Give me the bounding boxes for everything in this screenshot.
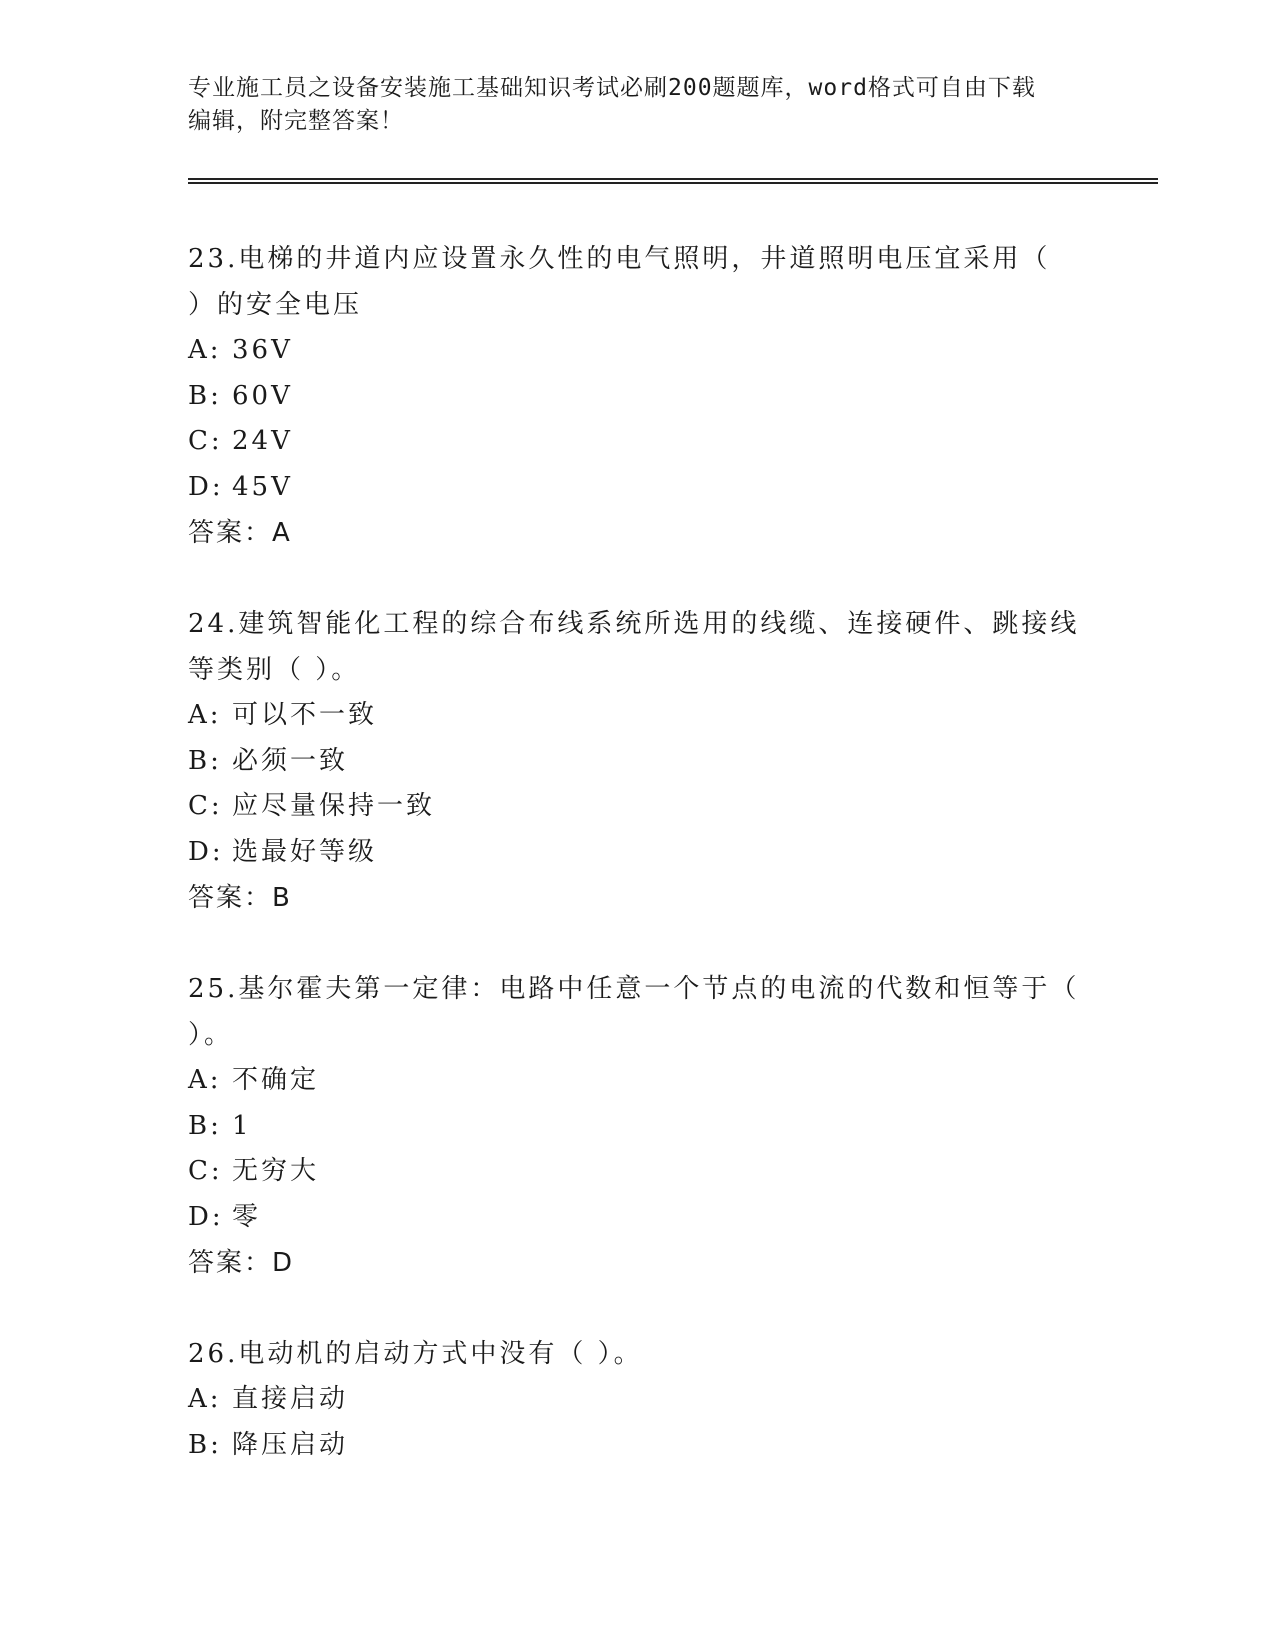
header-line-2: 编辑，附完整答案！ bbox=[188, 108, 404, 134]
answer-label: 答案：D bbox=[188, 1248, 295, 1278]
option-text: 无穷大 bbox=[232, 1156, 320, 1186]
option-d bbox=[188, 830, 1158, 876]
question-text-line: 23.电梯的井道内应设置永久性的电气照明，井道照明电压宜采用（ bbox=[188, 244, 1051, 274]
document-header bbox=[188, 72, 1088, 138]
question-text-line: 等类别（ ）。 bbox=[188, 655, 361, 685]
option-b bbox=[188, 1423, 1158, 1469]
option-key: D: bbox=[188, 1201, 224, 1232]
option-key: C: bbox=[188, 426, 223, 456]
question-25 bbox=[188, 966, 1158, 1286]
question-text-line: 25.基尔霍夫第一定律：电路中任意一个节点的电流的代数和恒等于（ bbox=[188, 974, 1080, 1004]
option-a bbox=[188, 1377, 1158, 1423]
option-text: 45V bbox=[232, 471, 293, 502]
option-key: A: bbox=[188, 1065, 222, 1095]
answer-label: 答案：B bbox=[188, 883, 292, 913]
option-key: A: bbox=[188, 335, 222, 365]
option-key: B: bbox=[188, 1429, 222, 1460]
option-text: 应尽量保持一致 bbox=[232, 791, 436, 821]
option-a bbox=[188, 693, 1158, 739]
option-key: B: bbox=[188, 380, 222, 411]
question-text-line: ）的安全电压 bbox=[188, 290, 363, 320]
option-text: 不确定 bbox=[232, 1065, 320, 1095]
option-d bbox=[188, 465, 1158, 511]
option-d bbox=[188, 1195, 1158, 1241]
header-line-1: 专业施工员之设备安装施工基础知识考试必刷200题题库，word格式可自由下载 bbox=[188, 75, 1036, 101]
option-b bbox=[188, 739, 1158, 785]
question-23 bbox=[188, 236, 1158, 556]
question-24 bbox=[188, 601, 1158, 921]
option-text: 1 bbox=[232, 1110, 252, 1141]
question-text-line: 24.建筑智能化工程的综合布线系统所选用的线缆、连接硬件、跳接线 bbox=[188, 609, 1080, 639]
option-key: A: bbox=[188, 1384, 222, 1414]
option-c bbox=[188, 419, 1158, 465]
option-text: 60V bbox=[232, 380, 293, 411]
option-key: D: bbox=[188, 471, 224, 502]
option-text: 必须一致 bbox=[232, 745, 349, 776]
option-a bbox=[188, 328, 1158, 374]
option-text: 选最好等级 bbox=[232, 836, 378, 867]
option-c bbox=[188, 1149, 1158, 1195]
option-b bbox=[188, 1104, 1158, 1150]
question-text-line: 26.电动机的启动方式中没有（ ）。 bbox=[188, 1339, 643, 1369]
option-key: C: bbox=[188, 791, 223, 821]
option-text: 24V bbox=[232, 426, 293, 456]
option-key: B: bbox=[188, 745, 222, 776]
option-c bbox=[188, 784, 1158, 830]
option-text: 36V bbox=[232, 335, 293, 365]
option-text: 降压启动 bbox=[232, 1429, 349, 1460]
question-text-line: ）。 bbox=[188, 1020, 234, 1050]
option-b bbox=[188, 374, 1158, 420]
option-a bbox=[188, 1058, 1158, 1104]
question-list bbox=[188, 236, 1158, 1513]
option-key: C: bbox=[188, 1156, 223, 1186]
question-26 bbox=[188, 1331, 1158, 1468]
option-text: 直接启动 bbox=[232, 1384, 349, 1414]
option-key: D: bbox=[188, 836, 224, 867]
option-key: A: bbox=[188, 700, 222, 730]
option-text: 可以不一致 bbox=[232, 700, 378, 730]
header-divider bbox=[188, 178, 1158, 184]
option-text: 零 bbox=[232, 1201, 262, 1232]
answer-label: 答案：A bbox=[188, 518, 292, 548]
option-key: B: bbox=[188, 1110, 222, 1141]
